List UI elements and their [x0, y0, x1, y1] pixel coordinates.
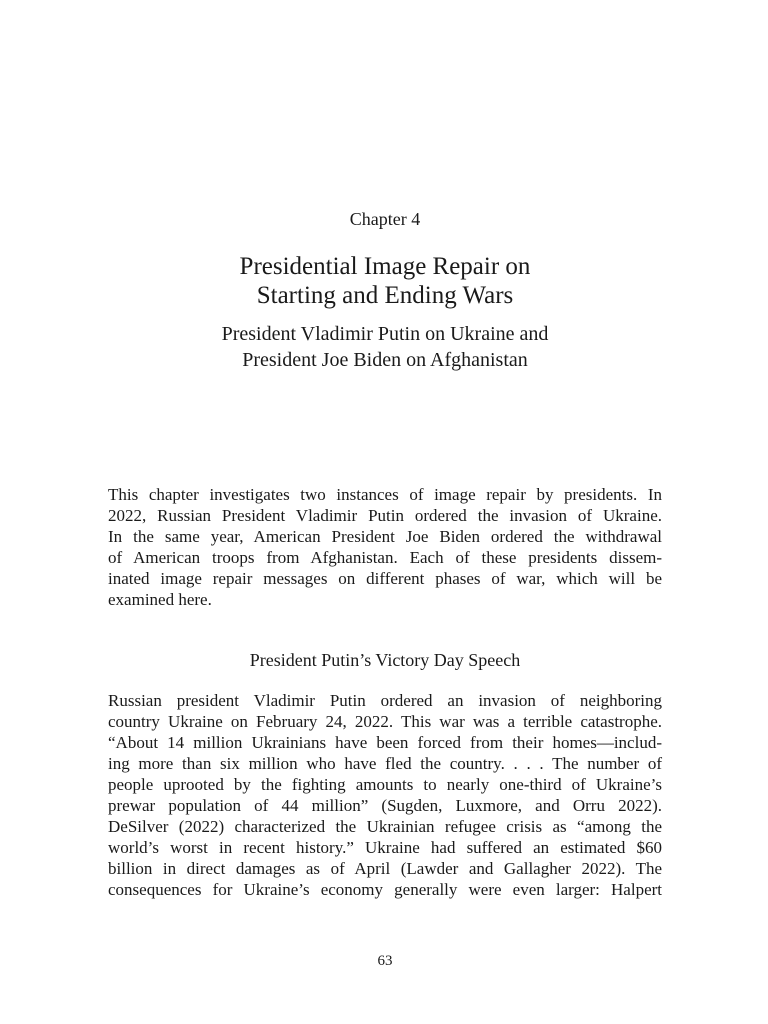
text-line: This chapter investigates two instances of image repair by presidents. In [108, 485, 662, 504]
section-paragraph [108, 690, 662, 900]
chapter-title-line: Starting and Ending Wars [256, 282, 514, 309]
chapter-subtitle-line: President Vladimir Putin on Ukraine and [221, 323, 549, 345]
text-line: ing more than six million who have fled the country. . . . The number of [108, 754, 662, 773]
intro-paragraph [108, 484, 662, 610]
text-line: Russian president Vladimir Putin ordered an invasion of neighboring [108, 691, 662, 710]
text-line: examined here. [108, 590, 212, 609]
text-line: 2022, Russian President Vladimir Putin ordered the invasion of Ukraine. [108, 506, 662, 525]
page-number: 63 [377, 953, 393, 969]
text-line: world’s worst in recent history.” Ukraine had suffered an estimated $60 [108, 838, 662, 857]
text-line: In the same year, American President Joe Biden ordered the withdrawal [108, 527, 662, 546]
text-line: of American troops from Afghanistan. Each of these presidents dissem- [108, 548, 662, 567]
text-line: people uprooted by the fighting amounts to nearly one-third of Ukraine’s [108, 775, 662, 794]
chapter-title-line: Presidential Image Repair on [239, 253, 531, 280]
chapter-label: Chapter 4 [349, 209, 421, 229]
text-line: billion in direct damages as of April (Lawder and Gallagher 2022). The [108, 859, 662, 878]
book-page [108, 0, 662, 1024]
section-heading: President Putin’s Victory Day Speech [249, 650, 521, 670]
text-line: consequences for Ukraine’s economy generally were even larger: Halpert [108, 880, 662, 899]
text-line: “About 14 million Ukrainians have been forced from their homes—includ- [108, 733, 662, 752]
text-line: inated image repair messages on different phases of war, which will be [108, 569, 662, 588]
chapter-title [108, 252, 662, 310]
chapter-subtitle [108, 321, 662, 373]
text-line: DeSilver (2022) characterized the Ukrainian refugee crisis as “among the [108, 817, 662, 836]
text-line: prewar population of 44 million” (Sugden, Luxmore, and Orru 2022). [108, 796, 662, 815]
chapter-subtitle-line: President Joe Biden on Afghanistan [242, 349, 528, 371]
text-line: country Ukraine on February 24, 2022. This war was a terrible catastrophe. [108, 712, 662, 731]
